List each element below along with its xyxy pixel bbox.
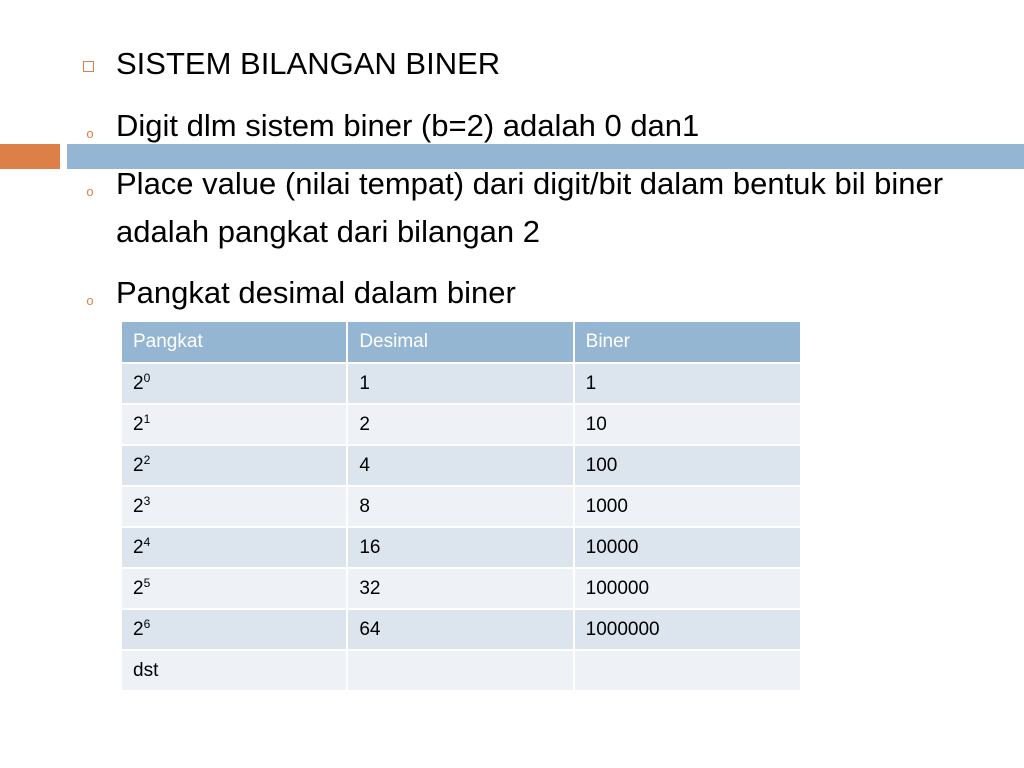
square-bullet-icon: [83, 61, 94, 72]
header-desimal: Desimal: [347, 321, 573, 363]
bullet-text: Digit dlm sistem biner (b=2) adalah 0 dan1: [116, 108, 700, 143]
cell-desimal: [347, 650, 573, 691]
cell-desimal: 8: [347, 486, 573, 527]
cell-biner: 10000: [574, 527, 801, 568]
cell-biner: 1000000: [574, 609, 801, 650]
bullet-text: Pangkat desimal dalam biner: [116, 275, 516, 310]
cell-pangkat: [121, 363, 347, 404]
cell-desimal: 2: [347, 404, 573, 445]
pangkat-base: dst: [133, 659, 159, 681]
cell-biner: [574, 650, 801, 691]
header-pangkat: Pangkat: [121, 321, 347, 363]
pangkat-exponent: 0: [143, 370, 151, 385]
table-row: [121, 527, 801, 568]
table-body: [121, 363, 801, 691]
table-row: [121, 486, 801, 527]
cell-pangkat: [121, 609, 347, 650]
cell-pangkat: [121, 404, 347, 445]
cell-biner: 10: [574, 404, 801, 445]
table-row: [121, 445, 801, 486]
cell-biner: 1000: [574, 486, 801, 527]
bullet-text: SISTEM BILANGAN BINER: [116, 46, 501, 81]
bullet-text: Place value (nilai tempat) dari digit/bit dalam bentuk bil biner adalah pangkat dari bilangan 2: [116, 166, 944, 249]
cell-desimal: 32: [347, 568, 573, 609]
table-row: [121, 609, 801, 650]
power-table: [120, 320, 802, 692]
pangkat-exponent: 5: [143, 575, 151, 590]
cell-pangkat: [121, 527, 347, 568]
pangkat-base: 2: [133, 372, 144, 394]
pangkat-base: 2: [133, 495, 144, 517]
cell-biner: 1: [574, 363, 801, 404]
pangkat-exponent: 3: [143, 493, 151, 508]
circle-bullet-icon: o: [86, 184, 94, 199]
cell-pangkat: [121, 650, 347, 691]
table-header-row: [121, 321, 801, 363]
cell-desimal: 16: [347, 527, 573, 568]
table-row: [121, 650, 801, 691]
table-row: [121, 363, 801, 404]
cell-desimal: 64: [347, 609, 573, 650]
pangkat-base: 2: [133, 577, 144, 599]
cell-biner: 100: [574, 445, 801, 486]
circle-bullet-icon: o: [86, 126, 94, 141]
pangkat-base: 2: [133, 454, 144, 476]
pangkat-exponent: 2: [143, 452, 151, 467]
cell-pangkat: [121, 445, 347, 486]
pangkat-base: 2: [133, 413, 144, 435]
cell-pangkat: [121, 486, 347, 527]
circle-bullet-icon: o: [86, 293, 94, 308]
cell-pangkat: [121, 568, 347, 609]
cell-desimal: 1: [347, 363, 573, 404]
cell-biner: 100000: [574, 568, 801, 609]
table-row: [121, 568, 801, 609]
cell-desimal: 4: [347, 445, 573, 486]
pangkat-exponent: 6: [143, 616, 151, 631]
pangkat-exponent: 4: [143, 534, 151, 549]
pangkat-base: 2: [133, 618, 144, 640]
pangkat-exponent: 1: [143, 411, 151, 426]
header-biner: Biner: [574, 321, 801, 363]
pangkat-base: 2: [133, 536, 144, 558]
table-row: [121, 404, 801, 445]
accent-bar-orange: [0, 144, 60, 169]
